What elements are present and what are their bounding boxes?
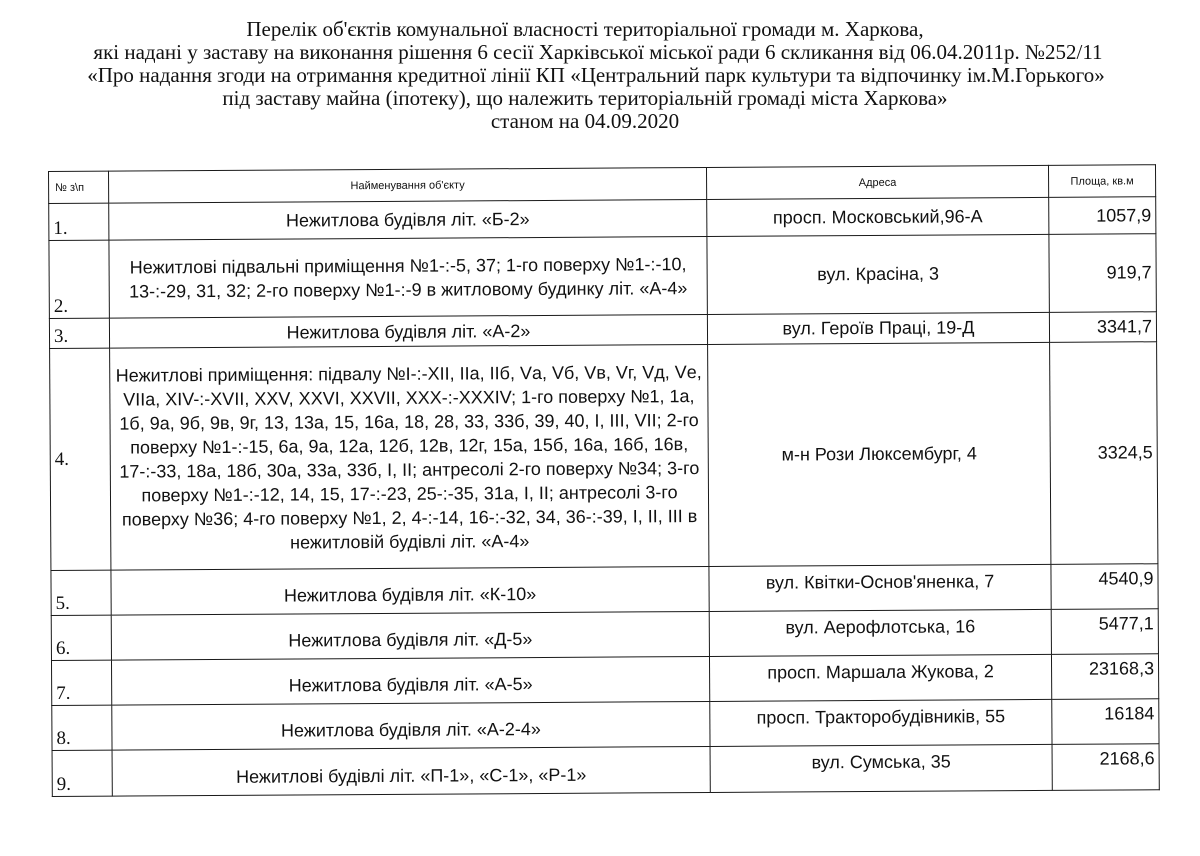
row-number: 4.: [50, 348, 111, 570]
row-number: 5.: [51, 570, 111, 615]
object-name: Нежитлова будівля літ. «Б-2»: [109, 199, 707, 240]
object-area: 4540,9: [1051, 564, 1158, 610]
row-number: 7.: [51, 660, 111, 705]
table-row: [49, 234, 1156, 319]
document-title: [60, 18, 1140, 133]
row-number: 9.: [52, 750, 112, 796]
object-address: просп. Тракторобудівників, 55: [710, 699, 1052, 746]
column-header-address: Адреса: [706, 165, 1048, 199]
object-area: 23168,3: [1051, 654, 1158, 700]
object-name: Нежитлова будівля літ. «А-2»: [109, 314, 707, 348]
object-name: Нежитлові приміщення: підвалу №І-:-ХІІ, ІІа, ІІб, Vа, Vб, Vв, Vг, Vд, Vе, VІІа, ХІV-:-ХVІІ, ХХV, ХХVІ, ХХVІІ, ХХХ-:-ХХХІV; 1-го поверху №1, 1а, 1б, 9а, 9б, 9в, 9г, 13, 13а, 15, 16а, 18, 28, 33, 33б, 39, 40, І, ІІІ, VІІ; 2-го поверху №1-:-15, 6а, 9а, 12а, 12б, 12в, 12г, 15а, 15б, 16а, 16б, 16в, 17-:-33, 18а, 18б, 30а, 33а, 33б, І, ІІ; антресолі 2-го поверху №34; 3-го поверху №1-:-12, 14, 15, 17-:-23, 25-:-35, 31а, І, ІІ; антресолі 3-го поверху №36; 4-го поверху №1, 2, 4-:-14, 16-:-32, 34, 36-:-39, І, ІІ, ІІІ в нежитловій будівлі літ. «А-4»: [110, 344, 709, 570]
title-line-2: які надані у заставу на виконання рішення 6 сесії Харківської міської ради 6 скликання від 06.04.2011р. №252/11: [93, 40, 1103, 64]
table-row: [50, 342, 1158, 571]
table-row: [52, 744, 1159, 797]
object-name: Нежитлові будівлі літ. «П-1», «С-1», «Р-1»: [112, 746, 710, 796]
object-address: вул. Квітки-Основ'яненка, 7: [709, 564, 1051, 611]
object-name: Нежитлова будівля літ. «К-10»: [111, 566, 709, 615]
object-address: просп. Маршала Жукова, 2: [709, 654, 1051, 701]
table-row: [51, 609, 1158, 661]
title-line-5-date: станом на 04.09.2020: [490, 109, 680, 133]
table-row: [52, 699, 1159, 751]
title-line-3: «Про надання згоди на отримання кредитної лінії КП «Центральний парк культури та відпочинку ім.М.Горького»: [87, 63, 1105, 87]
object-address: просп. Московський,96-А: [707, 197, 1049, 236]
object-address: вул. Героїв Праці, 19-Д: [707, 312, 1049, 344]
table-row: [51, 654, 1158, 706]
object-area: 2168,6: [1052, 744, 1159, 791]
object-address: м-н Рози Люксембург, 4: [708, 342, 1051, 566]
title-line-1: Перелік об'єктів комунальної власності територіальної громади м. Харкова,: [246, 17, 924, 41]
object-area: 5477,1: [1051, 609, 1158, 655]
object-address: вул. Сумська, 35: [710, 744, 1052, 792]
row-number: 1.: [49, 203, 109, 240]
object-area: 1057,9: [1049, 197, 1156, 235]
object-name: Нежитлова будівля літ. «А-2-4»: [112, 701, 710, 750]
object-name: Нежитлові підвальні приміщення №1-:-5, 37; 1-го поверху №1-:-10, 13-:-29, 31, 32; 2-го поверху №1-:-9 в житловому будинку літ. «А-4»: [109, 236, 707, 318]
object-area: 919,7: [1049, 234, 1156, 313]
row-number: 8.: [52, 705, 112, 750]
column-header-number: № з\п: [49, 171, 109, 203]
object-area: 3341,7: [1049, 312, 1156, 343]
object-name: Нежитлова будівля літ. «Д-5»: [111, 611, 709, 660]
object-address: вул. Аерофлотська, 16: [709, 609, 1051, 656]
object-name: Нежитлова будівля літ. «А-5»: [111, 656, 709, 705]
object-area: 16184: [1052, 699, 1159, 745]
table-row: [51, 564, 1158, 616]
objects-table: [48, 164, 1160, 797]
title-line-4: під заставу майна (іпотеку), що належить територіальній громаді міста Харкова»: [222, 86, 948, 110]
row-number: 3.: [49, 318, 109, 348]
object-address: вул. Красіна, 3: [707, 234, 1049, 314]
row-number: 2.: [49, 240, 109, 318]
column-header-name: Найменування об'єкту: [109, 167, 707, 203]
object-area: 3324,5: [1050, 342, 1158, 565]
row-number: 6.: [51, 615, 111, 660]
column-header-area: Площа, кв.м: [1048, 165, 1155, 198]
